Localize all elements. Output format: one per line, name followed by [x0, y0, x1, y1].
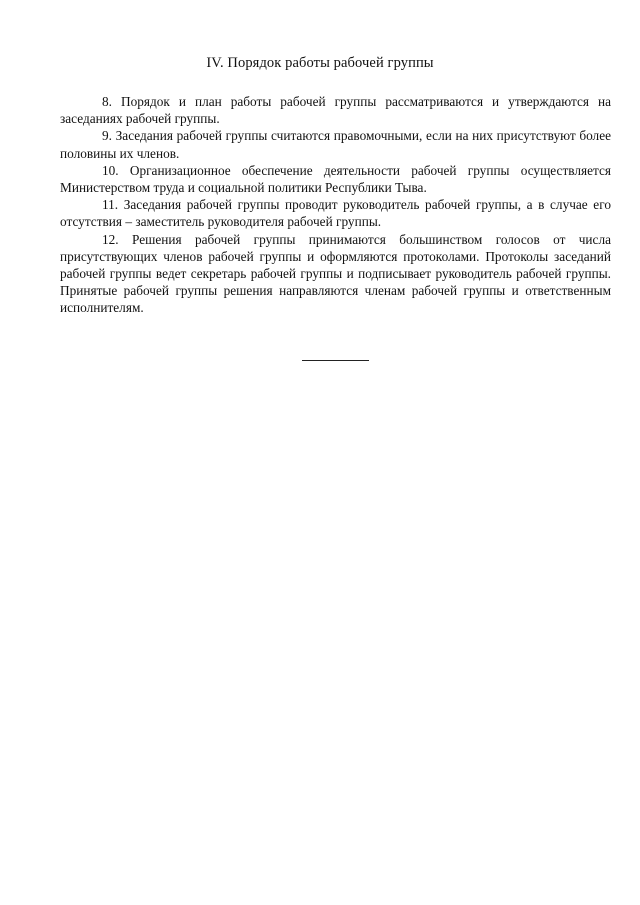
paragraph-12: 12. Решения рабочей группы принимаются большинством голосов от числа присутствующих членов рабочей группы и оформляются протоколами. Протоколы заседаний рабочей группы ведет секретарь рабочей группы и подписывает руководитель рабочей группы. Принятые рабочей группы решения направляются членам рабочей группы и ответственным исполнителям.: [60, 231, 611, 316]
paragraph-8: 8. Порядок и план работы рабочей группы рассматриваются и утверждаются на заседаниях рабочей группы.: [60, 94, 611, 127]
paragraph-9: 9. Заседания рабочей группы считаются правомочными, если на них присутствуют более половины их членов.: [60, 128, 611, 161]
end-of-document-rule: [302, 360, 369, 361]
paragraph-10: 10. Организационное обеспечение деятельности рабочей группы осуществляется Министерством труда и социальной политики Республики Тыва.: [60, 162, 611, 196]
document-body: [60, 93, 611, 317]
paragraph-11: 11. Заседания рабочей группы проводит руководитель рабочей группы, а в случае его отсутствия – заместитель руководителя рабочей группы.: [60, 197, 611, 230]
section-title: IV. Порядок работы рабочей группы: [206, 55, 434, 71]
